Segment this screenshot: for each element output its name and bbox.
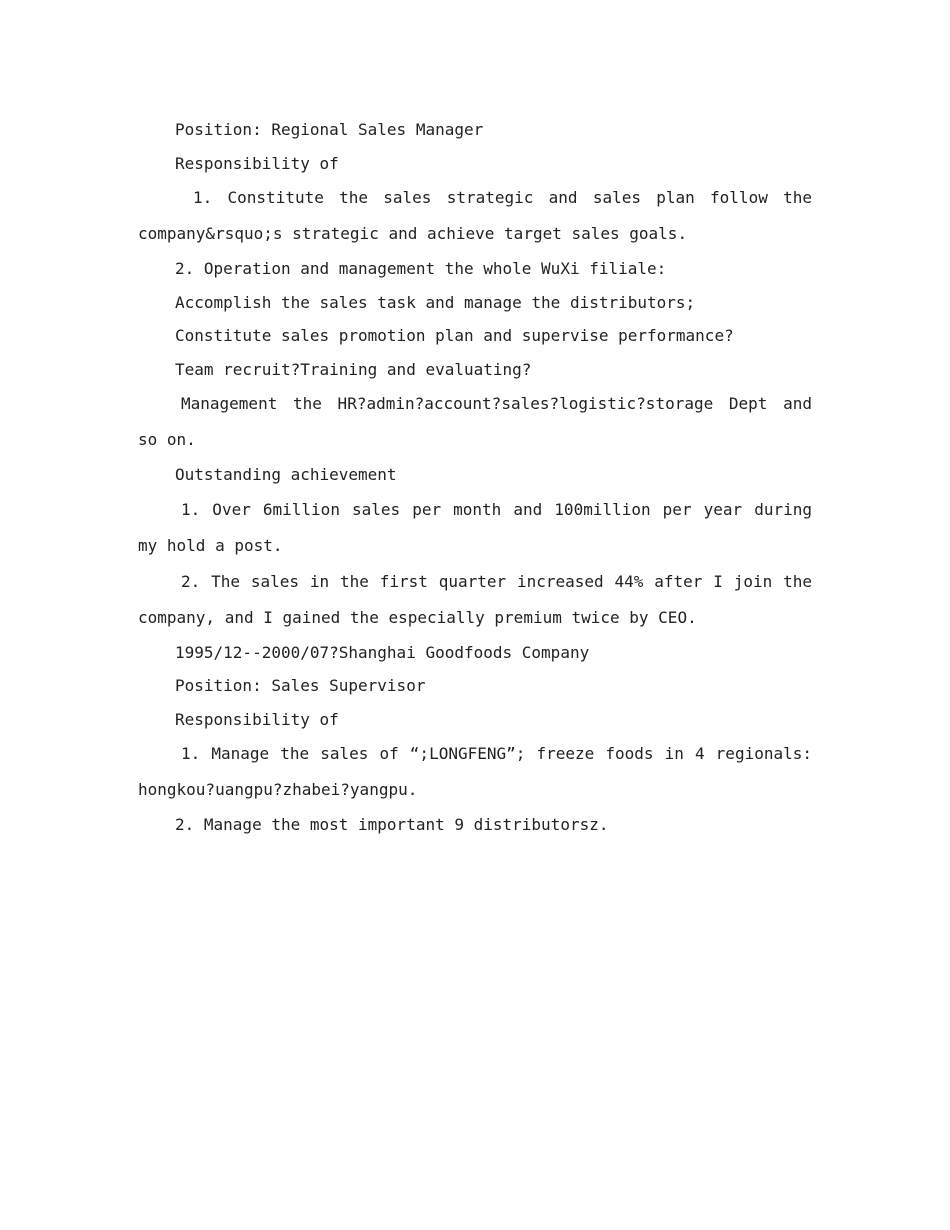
responsibility-item: 2. Operation and management the whole WuXi filiale: — [175, 259, 667, 278]
responsibility-subitem: Constitute sales promotion plan and supervise performance? — [175, 326, 734, 345]
responsibility-subitem: Accomplish the sales task and manage the distributors; — [175, 292, 696, 312]
responsibility-subitem: Team recruit?Training and evaluating? — [175, 359, 532, 379]
responsibility-item: 1. Manage the sales of “;LONGFENG”; freeze foods in 4 regionals: hongkou?uangpu?zhabei?yangpu. — [138, 744, 812, 799]
responsibility-subitem: Management the HR?admin?account?sales?logistic?storage Dept and so on. — [138, 394, 812, 449]
responsibility-heading: Responsibility of — [175, 153, 339, 173]
position-line: Position: Regional Sales Manager — [175, 120, 484, 139]
achievement-heading: Outstanding achievement — [175, 465, 397, 484]
position-line: Position: Sales Supervisor — [175, 676, 426, 695]
employment-period: 1995/12--2000/07?Shanghai Goodfoods Company — [175, 642, 590, 662]
achievement-item: 1. Over 6million sales per month and 100million per year during my hold a post. — [138, 499, 812, 555]
responsibility-item: 1. Constitute the sales strategic and sales plan follow the company&rsquo;s strategic and achieve target sales goals. — [138, 188, 812, 243]
achievement-item: 2. The sales in the first quarter increased 44% after I join the company, and I gained the especially premium twice by CEO. — [138, 571, 812, 627]
responsibility-item: 2. Manage the most important 9 distributorsz. — [175, 815, 609, 834]
document-body — [138, 113, 812, 842]
responsibility-heading: Responsibility of — [175, 709, 339, 729]
